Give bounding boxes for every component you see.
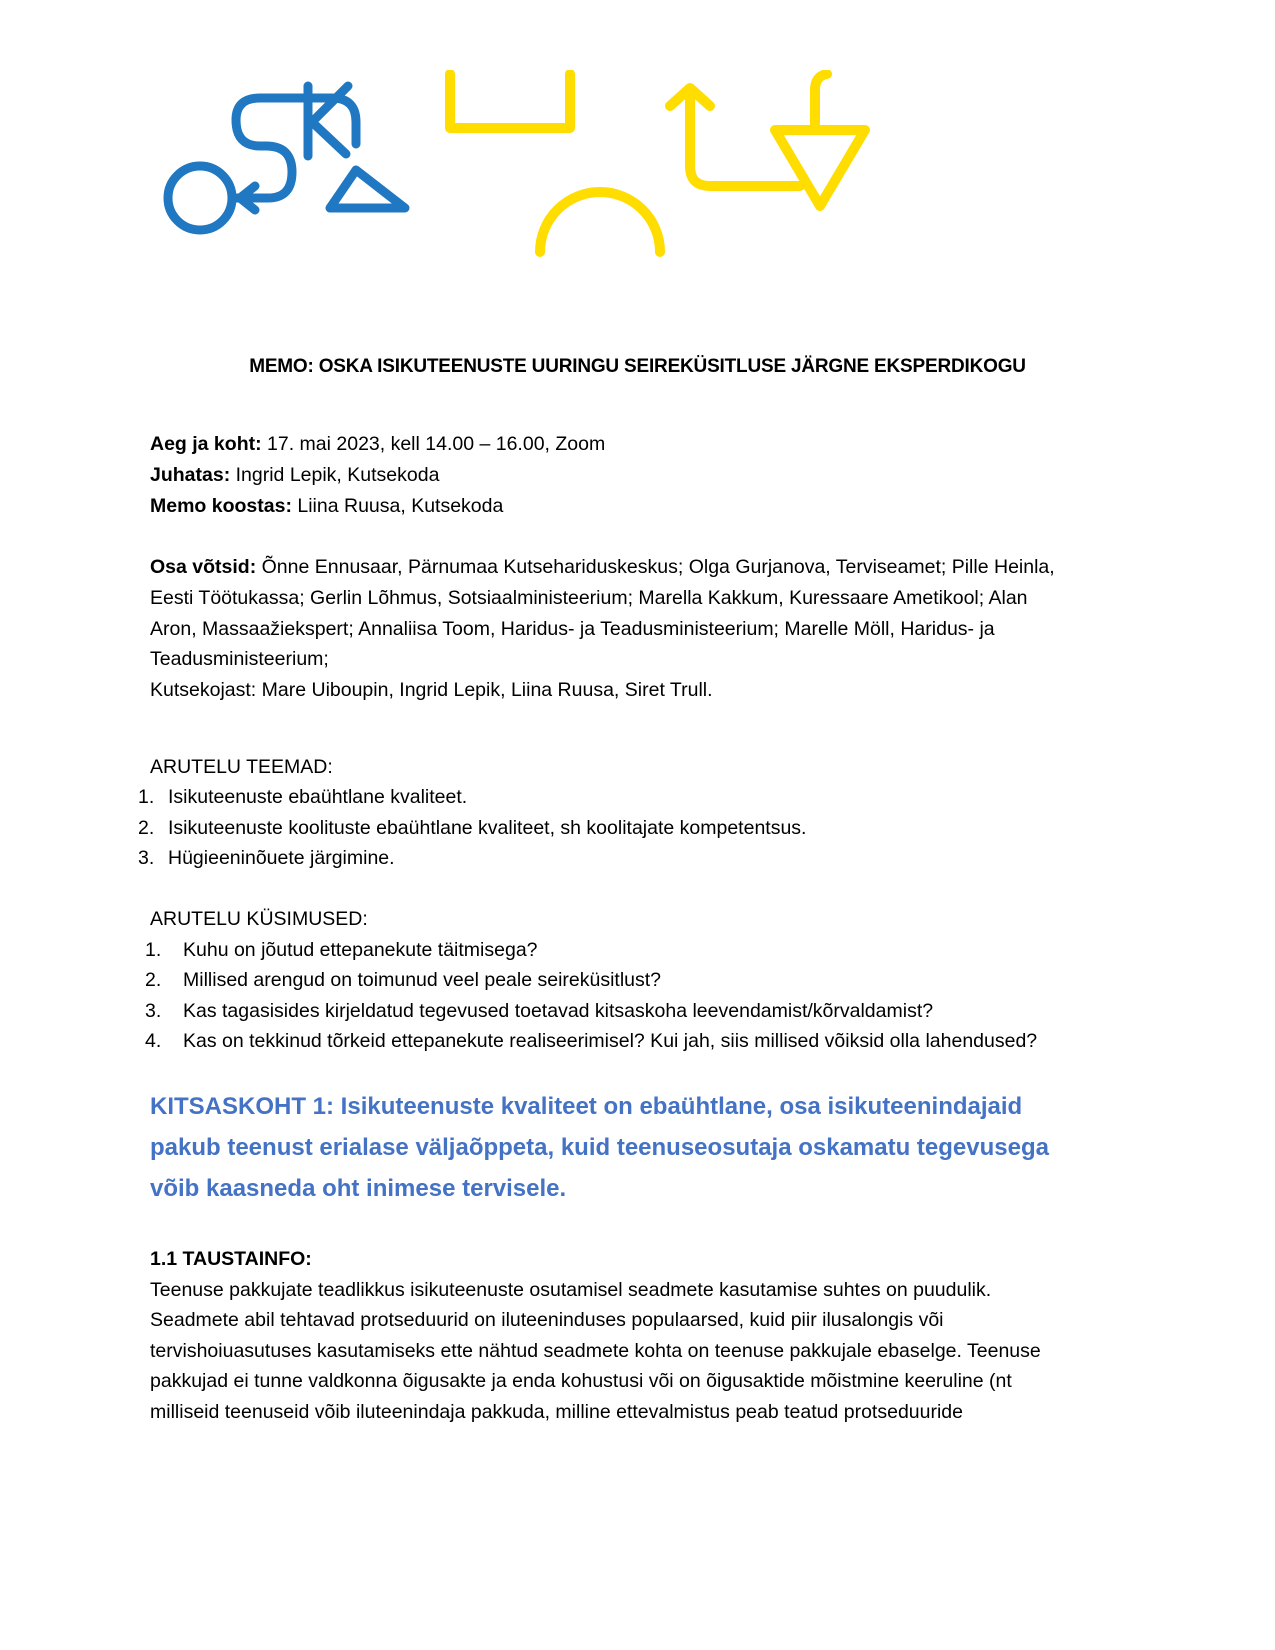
questions-heading: ARUTELU KÜSIMUSED: bbox=[150, 908, 368, 930]
bottleneck-line: pakub teenust erialase väljaõppeta, kuid teenuseosutaja oskamatu tegevusega bbox=[150, 1134, 1049, 1161]
background-heading: 1.1 TAUSTAINFO: bbox=[150, 1248, 312, 1270]
question-item bbox=[145, 964, 661, 996]
meta-time-value: 17. mai 2023, kell 14.00 – 16.00, Zoom bbox=[261, 433, 606, 455]
topic-item bbox=[138, 812, 806, 844]
participants-label: Osa võtsid: bbox=[150, 556, 257, 578]
topic-number: 3. bbox=[138, 847, 155, 869]
topic-text: Hügieeninõuete järgimine. bbox=[168, 847, 395, 869]
question-number: 2. bbox=[145, 969, 162, 991]
question-text: Millised arengud on toimunud veel peale seireküsitlust? bbox=[183, 969, 662, 991]
question-text: Kas on tekkinud tõrkeid ettepanekute realiseerimisel? Kui jah, siis millised võiksid olla lahendused? bbox=[183, 1030, 1038, 1052]
oska-logo bbox=[160, 70, 920, 260]
participants-line-1 bbox=[150, 551, 1055, 583]
participants-text: Õnne Ennusaar, Pärnumaa Kutsehariduskeskus; Olga Gurjanova, Terviseamet; Pille Heinla, bbox=[256, 556, 1055, 578]
topic-item bbox=[138, 781, 467, 813]
question-item bbox=[145, 1025, 1037, 1057]
topics-heading: ARUTELU TEEMAD: bbox=[150, 756, 333, 778]
meta-chair bbox=[150, 459, 439, 491]
meta-author-label: Memo koostas: bbox=[150, 495, 292, 517]
logo-yellow-glyphs-icon bbox=[450, 74, 865, 252]
question-text: Kas tagasisides kirjeldatud tegevused toetavad kitsaskoha leevendamist/kõrvaldamist? bbox=[183, 1000, 934, 1022]
meta-time-label: Aeg ja koht: bbox=[150, 433, 262, 455]
bottleneck-line: KITSASKOHT 1: Isikuteenuste kvaliteet on ebaühtlane, osa isikuteenindajaid bbox=[150, 1093, 1023, 1120]
meta-author-value: Liina Ruusa, Kutsekoda bbox=[291, 495, 504, 517]
meta-chair-value: Ingrid Lepik, Kutsekoda bbox=[230, 464, 440, 486]
participants-line-4: Teadusministeerium; bbox=[150, 648, 329, 670]
participants-line-2: Eesti Töötukassa; Gerlin Lõhmus, Sotsiaalministeerium; Marella Kakkum, Kuressaare Ametikool; Alan bbox=[150, 587, 1028, 609]
participants-line-3: Aron, Massaažiekspert; Annaliisa Toom, Haridus- ja Teadusministeerium; Marelle Möll, Haridus- ja bbox=[150, 618, 995, 640]
background-line: Seadmete abil tehtavad protseduurid on iluteeninduses populaarsed, kuid piir ilusalongis või bbox=[150, 1309, 944, 1331]
topic-number: 2. bbox=[138, 817, 155, 839]
topic-item bbox=[138, 842, 395, 874]
background-line: pakkujad ei tunne valdkonna õigusakte ja enda kohustusi või on õigusaktide mõistmine keeruline (nt bbox=[150, 1370, 1012, 1392]
bottleneck-line: võib kaasneda oht inimese tervisele. bbox=[150, 1175, 567, 1202]
logo-blue-glyphs-icon bbox=[168, 86, 405, 230]
bottleneck-heading bbox=[150, 1086, 1110, 1209]
topic-text: Isikuteenuste ebaühtlane kvaliteet. bbox=[168, 786, 468, 808]
background-line: tervishoiuasutuses kasutamiseks ette nähtud seadmete kohta on teenuse pakkujale ebaselge. Teenuse bbox=[150, 1340, 1041, 1362]
question-number: 4. bbox=[145, 1030, 162, 1052]
question-number: 1. bbox=[145, 939, 162, 961]
topic-text: Isikuteenuste koolituste ebaühtlane kvaliteet, sh koolitajate kompetentsus. bbox=[168, 817, 807, 839]
topic-number: 1. bbox=[138, 786, 155, 808]
meta-time bbox=[150, 428, 605, 460]
meta-author bbox=[150, 490, 503, 522]
question-number: 3. bbox=[145, 1000, 162, 1022]
question-item bbox=[145, 995, 933, 1027]
question-item bbox=[145, 934, 538, 966]
participants-line-5: Kutsekojast: Mare Uiboupin, Ingrid Lepik, Liina Ruusa, Siret Trull. bbox=[150, 679, 713, 701]
background-line: milliseid teenuseid võib iluteenindaja pakkuda, milline ettevalmistus peab teatud protseduuride bbox=[150, 1401, 963, 1423]
meta-chair-label: Juhatas: bbox=[150, 464, 231, 486]
background-line: Teenuse pakkujate teadlikkus isikuteenuste osutamisel seadmete kasutamise suhtes on puudulik. bbox=[150, 1279, 992, 1301]
memo-title: MEMO: OSKA ISIKUTEENUSTE UURINGU SEIREKÜSITLUSE JÄRGNE EKSPERDIKOGU bbox=[249, 356, 1026, 377]
question-text: Kuhu on jõutud ettepanekute täitmisega? bbox=[183, 939, 538, 961]
